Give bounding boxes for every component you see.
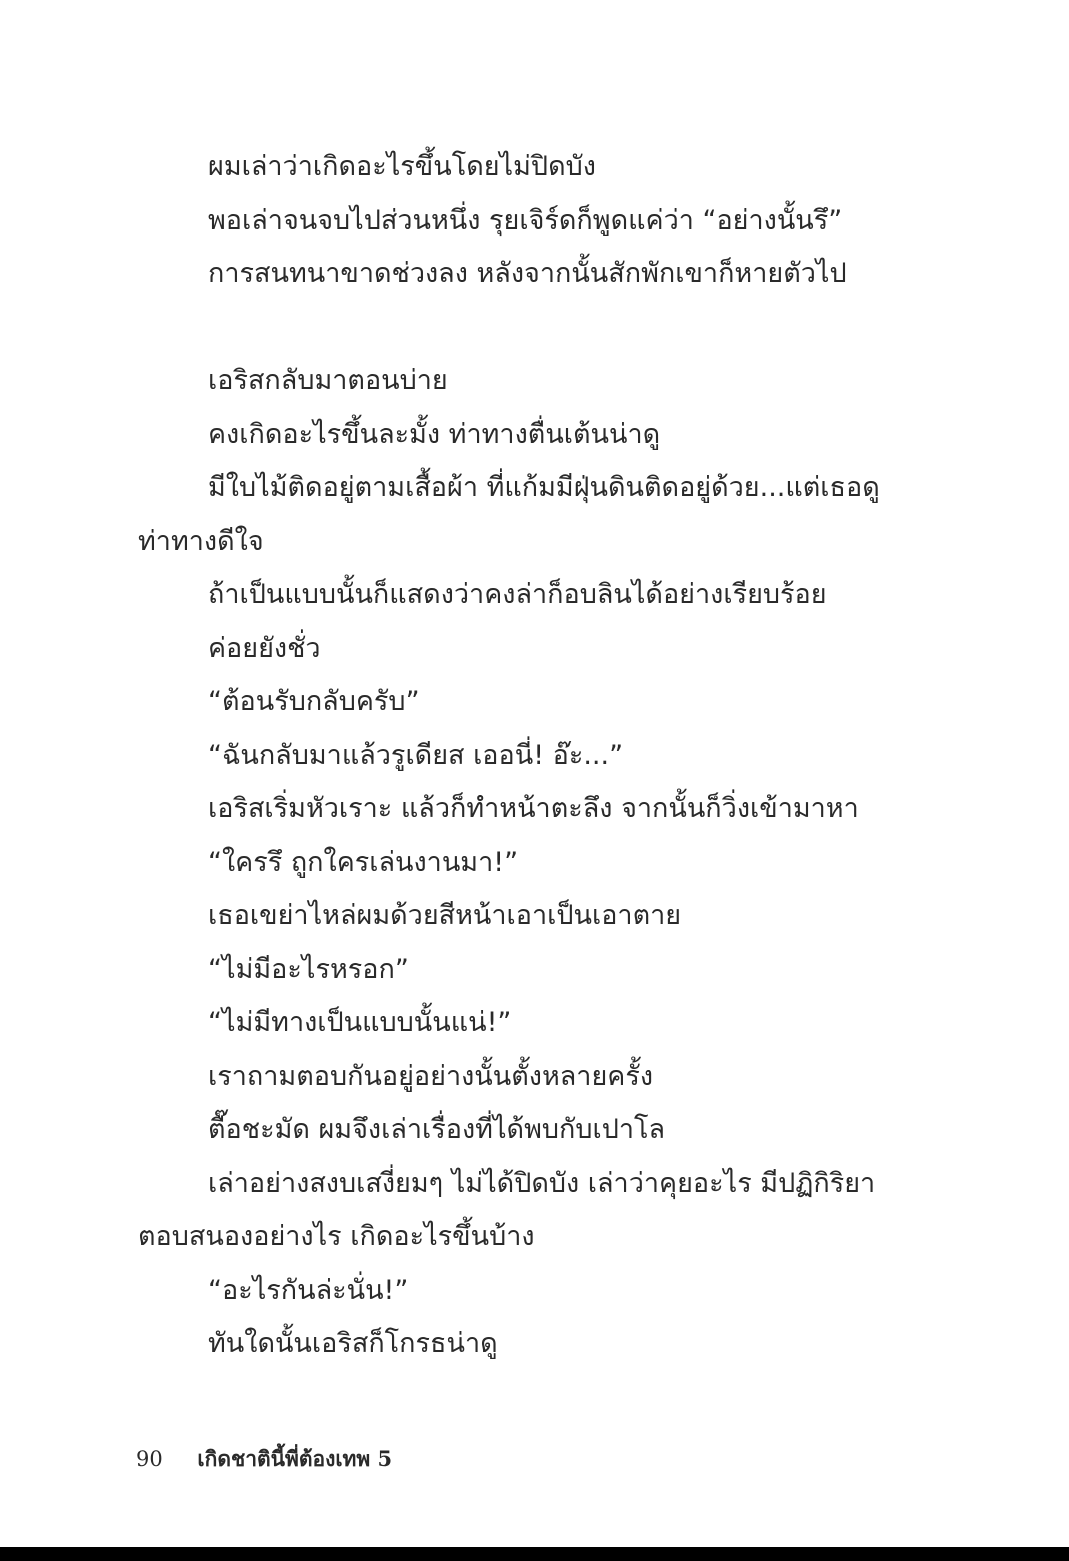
paragraph-continuation-line: ท่าทางดีใจ (138, 525, 264, 557)
body-text (138, 140, 898, 1371)
paragraph-line: คงเกิดอะไรขึ้นละมั้ง ท่าทางตื่นเต้นน่าดู (208, 418, 661, 450)
dialogue-line: “ฉันกลับมาแล้วรูเดียส เออนี่! อ๊ะ...” (208, 739, 624, 771)
paragraph-line: ผมเล่าว่าเกิดอะไรขึ้นโดยไม่ปิดบัง (208, 151, 596, 182)
dialogue-line: “ไม่มีทางเป็นแบบนั้นแน่!” (208, 1007, 512, 1038)
paragraph-line: การสนทนาขาดช่วงลง หลังจากนั้นสักพักเขาก็หายตัวไป (208, 258, 847, 289)
paragraph-line: เอริสเริ่มหัวเราะ แล้วก็ทำหน้าตะลึง จากนั้นก็วิ่งเข้ามาหา (208, 793, 859, 824)
paragraph-line: ถ้าเป็นแบบนั้นก็แสดงว่าคงล่าก็อบลินได้อย่างเรียบร้อย (208, 579, 827, 610)
paragraph-continuation-line: ตอบสนองอย่างไร เกิดอะไรขึ้นบ้าง (138, 1221, 535, 1252)
paragraph-line: มีใบไม้ติดอยู่ตามเสื้อผ้า ที่แก้มมีฝุ่นดินติดอยู่ด้วย...แต่เธอดู (208, 472, 880, 503)
paragraph-line: ตื๊อชะมัด ผมจึงเล่าเรื่องที่ได้พบกับเปาโล (208, 1114, 666, 1145)
dialogue-line: “ใครรึ ถูกใครเล่นงานมา!” (208, 846, 519, 878)
paragraph-line: เธอเขย่าไหล่ผมด้วยสีหน้าเอาเป็นเอาตาย (208, 900, 682, 931)
bottom-edge-bar (0, 1547, 1069, 1561)
page-footer (136, 1443, 392, 1476)
book-title: เกิดชาตินี้พี่ต้องเทพ 5 (197, 1446, 393, 1471)
dialogue-line: “ต้อนรับกลับครับ” (208, 686, 420, 717)
page-number: 90 (136, 1447, 163, 1471)
dialogue-line: “ไม่มีอะไรหรอก” (208, 953, 409, 985)
paragraph-line: เอริสกลับมาตอนบ่าย (208, 365, 448, 396)
paragraph-line: ค่อยยังชั่ว (208, 632, 321, 664)
paragraph-line: ทันใดนั้นเอริสก็โกรธน่าดู (208, 1328, 498, 1359)
blank-line (138, 301, 898, 355)
paragraph-line: เราถามตอบกันอยู่อย่างนั้นตั้งหลายครั้ง (208, 1060, 654, 1092)
dialogue-line: “อะไรกันล่ะนั่น!” (208, 1274, 409, 1306)
paragraph-line: เล่าอย่างสงบเสงี่ยมๆ ไม่ได้ปิดบัง เล่าว่าคุยอะไร มีปฏิกิริยา (208, 1167, 876, 1199)
paragraph-line: พอเล่าจนจบไปส่วนหนึ่ง รุยเจิร์ดก็พูดแค่ว่า “อย่างนั้นรึ” (208, 204, 843, 236)
